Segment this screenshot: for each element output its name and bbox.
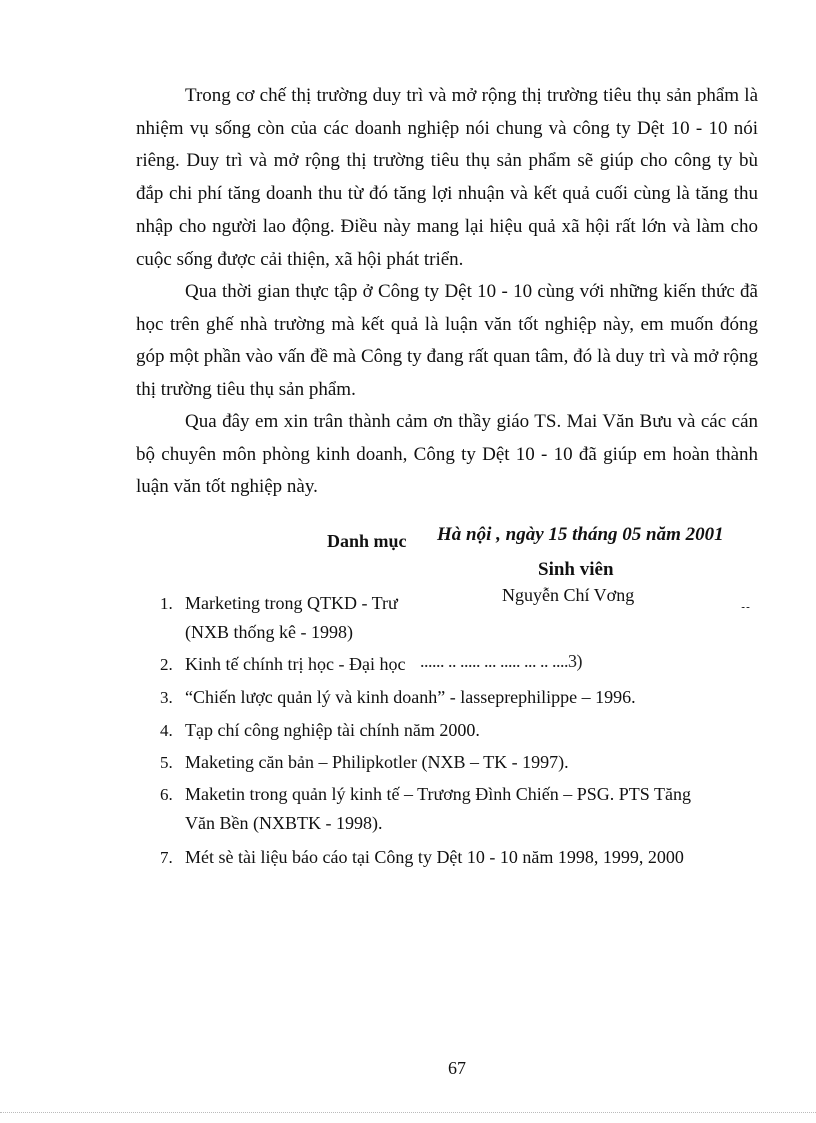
reference-number: 7. xyxy=(160,848,173,867)
reference-number: 3. xyxy=(160,688,173,707)
reference-number: 6. xyxy=(160,785,173,804)
signature-name: Nguyễn Chí Vơng xyxy=(415,583,751,607)
reference-text: Maketing căn bản – Philipkotler (NXB – TK - 1997). xyxy=(185,752,569,772)
reference-text: Tạp chí công nghiệp tài chính năm 2000. xyxy=(185,720,480,740)
page-number: 67 xyxy=(448,1058,466,1078)
reference-line: Văn Bền (NXBTK - 1998). xyxy=(185,813,383,833)
signature-date: Hà nội , ngày 15 tháng 05 năm 2001 xyxy=(433,524,728,546)
reference-number: 4. xyxy=(160,721,173,740)
reference-line: Marketing trong QTKD - Trư xyxy=(185,593,398,613)
page-bottom-divider xyxy=(0,1112,816,1114)
reference-line: Maketin trong quản lý kinh tế – Trương Đình Chiến – PSG. PTS Tăng xyxy=(185,784,691,804)
paragraph-internship: Qua thời gian thực tập ở Công ty Dệt 10 - 10 cùng với những kiến thức đã học trên ghế nhà trường mà kết quả là luận văn tốt nghiệp này, em muốn đóng góp một phần vào vấn đề mà Công ty đang rất quan tâm, đó là duy trì và mở rộng thị trường tiêu thụ sản phẩm. xyxy=(136,281,758,401)
reference-text: “Chiến lược quản lý và kinh doanh” - lasseprephilippe – 1996. xyxy=(185,687,636,707)
paragraph-intro: Trong cơ chế thị trường duy trì và mở rộng thị trường tiêu thụ sản phẩm là nhiệm vụ sống còn của các doanh nghiệp nói chung và công ty Dệt 10 - 10 nói riêng. Duy trì và mở rộng thị trường tiêu thụ sản phẩm sẽ giúp cho công ty bù đắp chi phí tăng doanh thu từ đó tăng lợi nhuận và kết quả cuối cùng là tăng thu nhập cho người lao động. Điều này mang lại hiệu quả xã hội rất lớn và làm cho cuộc sống được cải thiện, xã hội phát triển. xyxy=(136,85,758,270)
reference-text xyxy=(185,780,755,838)
reference-number: 1. xyxy=(160,594,173,613)
reference-text: Mét sè tài liệu báo cáo tại Công ty Dệt 10 - 10 năm 1998, 1999, 2000 xyxy=(185,847,684,867)
reference-number: 2. xyxy=(160,655,173,674)
reference-number: 5. xyxy=(160,753,173,772)
reference-line: (NXB thống kê - 1998) xyxy=(185,622,353,642)
reference-line: Kinh tế chính trị học - Đại học xyxy=(185,654,406,674)
references-heading: Danh mục xyxy=(327,531,407,551)
paragraph-thanks: Qua đây em xin trân thành cảm ơn thầy giáo TS. Mai Văn Bưu và các cán bộ chuyên môn phòng kinh doanh, Công ty Dệt 10 - 10 đã giúp em hoàn thành luận văn tốt nghiệp này. xyxy=(136,411,758,498)
reference-2-obscured-text: ...... .. ..... ... ..... ... .. ....3) xyxy=(420,651,582,671)
signature-role: Sinh viên xyxy=(538,559,614,580)
